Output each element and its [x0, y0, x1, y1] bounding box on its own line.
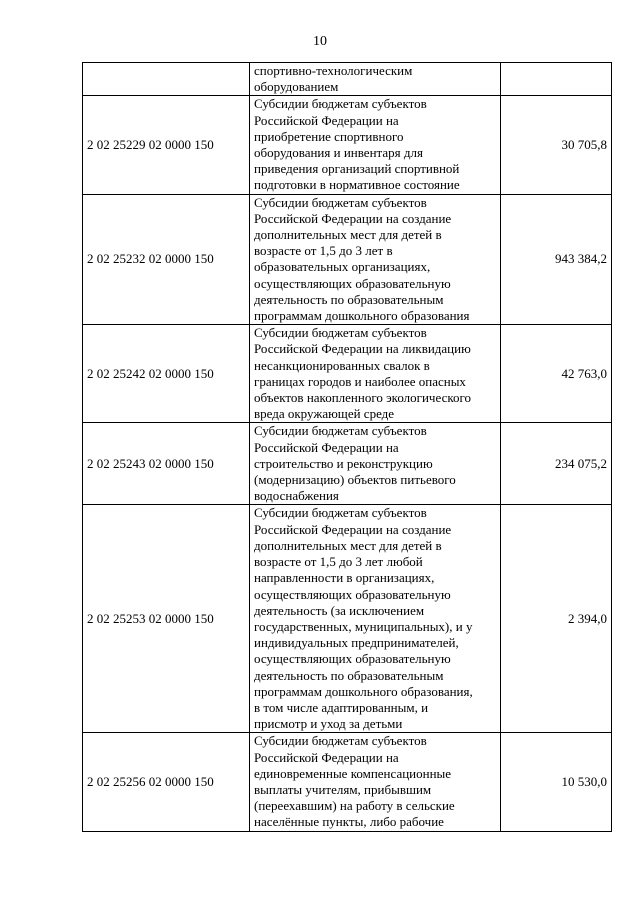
amount-cell: 10 530,0 — [501, 733, 612, 831]
description-cell — [250, 505, 501, 733]
description-line: единовременные компенсационные — [254, 765, 452, 781]
amount-cell: 2 394,0 — [501, 505, 612, 733]
description-line: возрасте от 1,5 до 3 лет в — [254, 243, 393, 259]
budget-revenue-table — [82, 62, 612, 832]
description-line: границах городов и наиболее опасных — [254, 373, 466, 389]
description-cell — [250, 96, 501, 194]
description-line: приведения организаций спортивной — [254, 161, 460, 177]
table-body — [83, 63, 612, 832]
table-row — [83, 325, 612, 423]
description-line: выплаты учителям, прибывшим — [254, 781, 432, 797]
description-line: Субсидии бюджетам субъектов — [254, 96, 427, 112]
description-line: несанкционированных свалок в — [254, 357, 430, 373]
description-line: Субсидии бюджетам субъектов — [254, 423, 427, 439]
description-line: программам дошкольного образования, — [254, 683, 473, 699]
amount-cell: 943 384,2 — [501, 194, 612, 325]
description-line: государственных, муниципальных), и у — [254, 618, 473, 634]
description-line: деятельность по образовательным — [254, 667, 444, 683]
amount-cell — [501, 63, 612, 96]
description-line: присмотр и уход за детьми — [254, 716, 403, 732]
description-line: деятельность (за исключением — [254, 602, 425, 618]
description-line: дополнительных мест для детей в — [254, 227, 442, 243]
table-row — [83, 423, 612, 505]
table-row — [83, 96, 612, 194]
description-line: Субсидии бюджетам субъектов — [254, 505, 427, 521]
description-line: Российской Федерации на — [254, 439, 399, 455]
description-line: программам дошкольного образования — [254, 308, 470, 324]
description-line: осуществляющих образовательную — [254, 275, 451, 291]
revenue-code-cell: 2 02 25232 02 0000 150 — [83, 194, 250, 325]
amount-cell: 30 705,8 — [501, 96, 612, 194]
description-line: направленности в организациях, — [254, 570, 435, 586]
description-cell — [250, 325, 501, 423]
amount-cell: 42 763,0 — [501, 325, 612, 423]
table-row — [83, 505, 612, 733]
description-line: Российской Федерации на — [254, 749, 399, 765]
description-line: дополнительных мест для детей в — [254, 537, 442, 553]
description-cell — [250, 194, 501, 325]
description-line: Субсидии бюджетам субъектов — [254, 733, 427, 749]
description-line: Российской Федерации на — [254, 112, 399, 128]
description-line: индивидуальных предпринимателей, — [254, 635, 459, 651]
revenue-code-cell — [83, 63, 250, 96]
description-line: осуществляющих образовательную — [254, 651, 451, 667]
table-row — [83, 194, 612, 325]
revenue-code-cell: 2 02 25242 02 0000 150 — [83, 325, 250, 423]
description-line: спортивно-технологическим — [254, 63, 413, 78]
description-cell — [250, 733, 501, 831]
revenue-code-cell: 2 02 25253 02 0000 150 — [83, 505, 250, 733]
description-line: приобретение спортивного — [254, 128, 404, 144]
revenue-code-cell: 2 02 25256 02 0000 150 — [83, 733, 250, 831]
description-line: осуществляющих образовательную — [254, 586, 451, 602]
description-line: населённые пункты, либо рабочие — [254, 814, 444, 830]
description-line: Субсидии бюджетам субъектов — [254, 325, 427, 341]
table-row — [83, 63, 612, 96]
description-line: Российской Федерации на ликвидацию — [254, 341, 471, 357]
table-row — [83, 733, 612, 831]
description-line: строительство и реконструкцию — [254, 455, 433, 471]
description-line: объектов накопленного экологического — [254, 390, 472, 406]
description-line: образовательных организациях, — [254, 259, 431, 275]
description-line: (модернизацию) объектов питьевого — [254, 472, 456, 488]
description-line: Субсидии бюджетам субъектов — [254, 194, 427, 210]
description-line: в том числе адаптированным, и — [254, 699, 429, 715]
description-line: Российской Федерации на создание — [254, 210, 452, 226]
description-line: возрасте от 1,5 до 3 лет любой — [254, 554, 423, 570]
description-line: оборудования и инвентаря для — [254, 145, 423, 161]
amount-cell: 234 075,2 — [501, 423, 612, 505]
description-line: вреда окружающей среде — [254, 406, 395, 422]
description-line: подготовки в нормативное состояние — [254, 177, 460, 193]
description-line: (переехавшим) на работу в сельские — [254, 798, 455, 814]
page-number: 10 — [313, 34, 327, 49]
revenue-code-cell: 2 02 25243 02 0000 150 — [83, 423, 250, 505]
description-cell — [250, 63, 501, 96]
description-cell — [250, 423, 501, 505]
description-line: оборудованием — [254, 79, 339, 95]
description-line: водоснабжения — [254, 488, 339, 504]
revenue-code-cell: 2 02 25229 02 0000 150 — [83, 96, 250, 194]
description-line: Российской Федерации на создание — [254, 521, 452, 537]
description-line: деятельность по образовательным — [254, 291, 444, 307]
